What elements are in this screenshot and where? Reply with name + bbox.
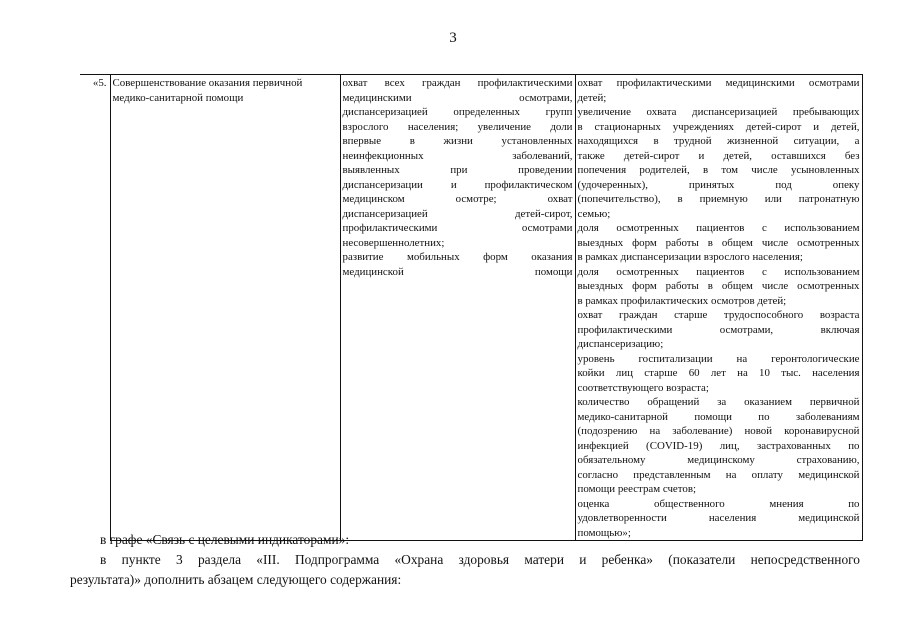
tasks-line: охват всех граждан профилактическими xyxy=(342,77,573,89)
tasks-line: диспансеризацией определенных групп xyxy=(342,106,573,118)
indicators-line: попечения родителей, в том числе усыновленных xyxy=(577,164,860,176)
tasks-line: развитие мобильных форм оказания xyxy=(342,251,573,263)
indicators-line: детей; xyxy=(577,91,607,104)
indicators-line: согласно представленным на оплату медицинской xyxy=(577,468,860,481)
indicators-cell xyxy=(575,75,862,541)
indicators-line: охват граждан старше трудоспособного возраста xyxy=(577,309,860,321)
indicators-line: также детей-сирот и детей, оставшихся без xyxy=(577,149,860,162)
indicators-line: (попечительство), в приемную или патронатную xyxy=(577,193,860,205)
tasks-line: медицинском осмотре; охват xyxy=(342,193,573,205)
indicators-line: в рамках диспансеризации взрослого населения; xyxy=(577,251,803,263)
indicators-line: в стационарных учреждениях детей-сирот и детей, xyxy=(577,120,860,133)
indicators-line: (подозрению на заболевание) новой коронавирусной xyxy=(577,425,860,437)
direction-cell: Совершенствование оказания первичной медико-санитарной помощи xyxy=(110,75,340,541)
indicators-line: помощью»; xyxy=(577,526,631,539)
indicators-line: инфекцией (COVID-19) лиц, застрахованных по xyxy=(577,439,860,452)
indicators-line: доля осмотренных пациентов с использованием xyxy=(577,222,860,234)
indicators-table xyxy=(80,74,863,541)
indicators-line: увеличение охвата диспансеризацией пребывающих xyxy=(577,106,860,118)
paragraph-graph-link-text: в графе «Связь с целевыми индикаторами»: xyxy=(100,532,350,547)
tasks-line: впервые в жизни установленных xyxy=(342,135,573,147)
indicators-line: в рамках профилактических осмотров детей; xyxy=(577,294,787,307)
indicators-line: удовлетворенности населения медицинской xyxy=(577,512,860,524)
indicators-line: профилактическими осмотрами, включая xyxy=(577,323,860,336)
indicators-line: находящихся в трудной жизненной ситуации, а xyxy=(577,135,860,147)
indicators-line: семью; xyxy=(577,207,611,220)
tasks-line: медицинскими осмотрами, xyxy=(342,91,573,104)
row-number-cell: «5. xyxy=(80,75,110,541)
indicators-line: диспансеризацию; xyxy=(577,338,664,350)
paragraph-section-three xyxy=(70,550,860,590)
indicators-line: охват профилактическими медицинскими осмотрами xyxy=(577,77,860,89)
indicators-line: (удочеренных), принятых под опеку xyxy=(577,178,860,191)
indicators-line: оценка общественного мнения по xyxy=(577,497,860,510)
tasks-line: несовершеннолетних; xyxy=(342,236,445,249)
table-row xyxy=(80,75,862,541)
paragraph-section-three-line-1: в пункте 3 раздела «III. Подпрограмма «Охрана здоровья матери и ребенка» (показатели непосредственного xyxy=(100,552,860,567)
paragraph-section-three-line-2: результата)» дополнить абзацем следующего содержания: xyxy=(70,572,402,587)
indicators-line: обязательному медицинскому страхованию, xyxy=(577,454,860,466)
indicators-line: медико-санитарной помощи по заболеваниям xyxy=(577,410,860,423)
indicators-line: помощи реестрам счетов; xyxy=(577,483,696,495)
tasks-line: медицинской помощи xyxy=(342,265,573,278)
paragraph-graph-link xyxy=(70,530,860,550)
indicators-line: соответствующего возраста; xyxy=(577,381,709,394)
indicators-line: койки лиц старше 60 лет на 10 тыс. населения xyxy=(577,367,860,379)
indicators-line: выездных форм работы в общем числе осмотренных xyxy=(577,280,860,292)
indicators-line: количество обращений за оказанием первичной xyxy=(577,396,860,408)
tasks-line: выявленных при проведении xyxy=(342,164,573,176)
page-number: 3 xyxy=(449,30,457,46)
tasks-line: неинфекционных заболеваний, xyxy=(342,149,573,162)
tasks-cell xyxy=(340,75,575,541)
tasks-line: диспансеризации и профилактическом xyxy=(342,178,573,191)
tasks-line: диспансеризацией детей-сирот, xyxy=(342,207,573,220)
tasks-line: взрослого населения; увеличение доли xyxy=(342,120,573,133)
indicators-line: уровень госпитализации на геронтологические xyxy=(577,352,860,365)
indicators-line: выездных форм работы в общем числе осмотренных xyxy=(577,236,860,249)
indicators-line: доля осмотренных пациентов с использованием xyxy=(577,265,860,278)
tasks-line: профилактическими осмотрами xyxy=(342,222,573,234)
